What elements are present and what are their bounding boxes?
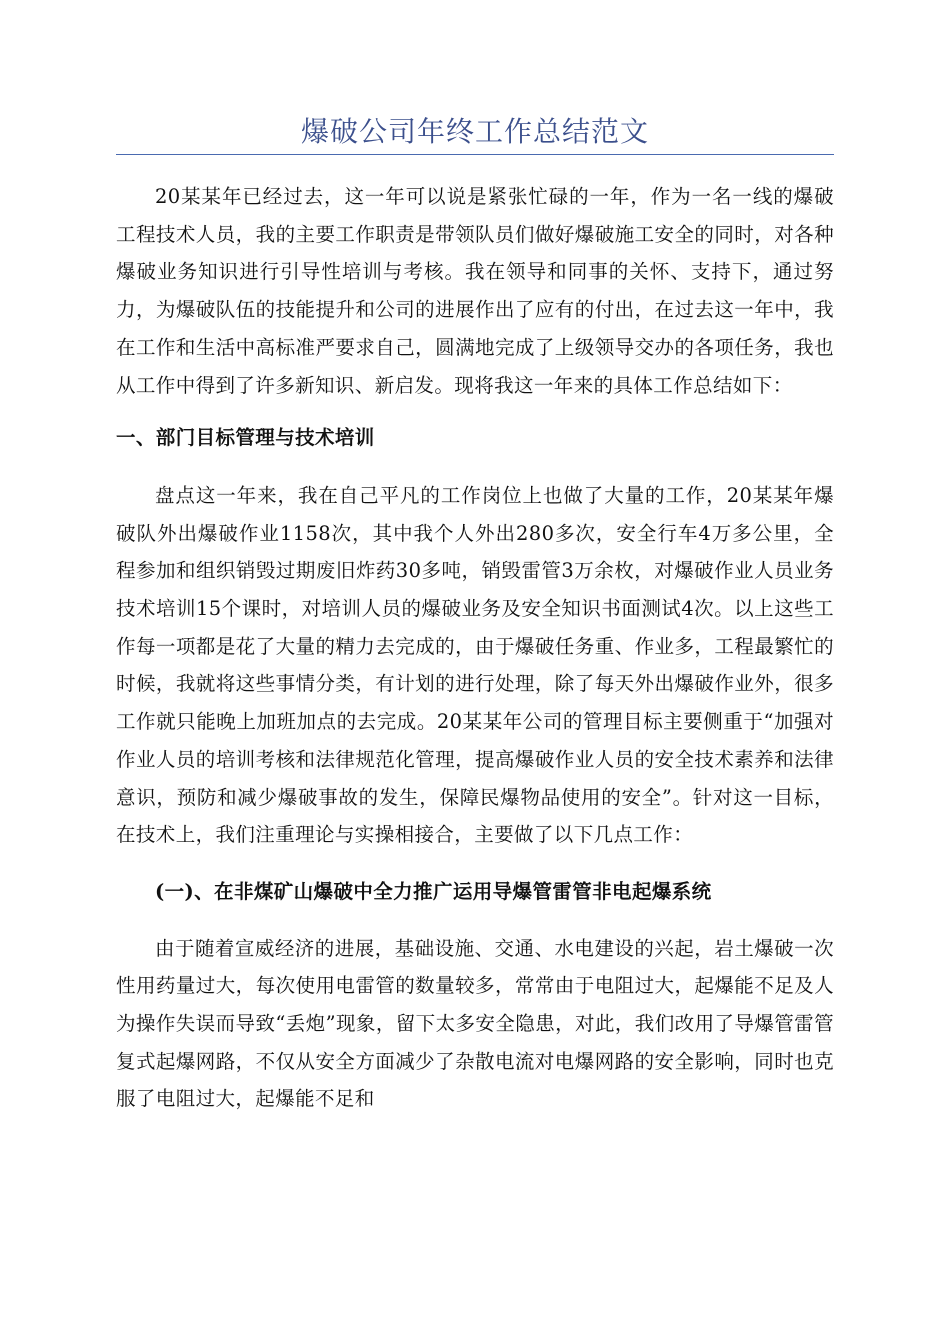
title-underline: [116, 154, 834, 155]
section-heading: 一、部门目标管理与技术培训: [116, 426, 375, 450]
section-paragraph: 盘点这一年来，我在自己平凡的工作岗位上也做了大量的工作，20某某年爆破队外出爆破作业1158次，其中我个人外出280多次，安全行车4万多公里，全程参加和组织销毁过期废旧炸药30多吨，销毁雷管3万余枚，对爆破作业人员业务技术培训15个课时，对培训人员的爆破业务及安全知识书面测试4次。以上这些工作每一项都是花了大量的精力去完成的，由于爆破任务重、作业多，工程最繁忙的时候，我就将这些事情分类，有计划的进行处理，除了每天外出爆破作业外，很多工作就只能晚上加班加点的去完成。20某某年公司的管理目标主要侧重于“加强对作业人员的培训考核和法律规范化管理，提高爆破作业人员的安全技术素养和法律意识，预防和减少爆破事故的发生，保障民爆物品使用的安全”。针对这一目标，在技术上，我们注重理论与实操相接合，主要做了以下几点工作：: [116, 483, 834, 847]
intro-paragraph: 20某某年已经过去，这一年可以说是紧张忙碌的一年，作为一名一线的爆破工程技术人员，我的主要工作职责是带领队员们做好爆破施工安全的同时，对各种爆破业务知识进行引导性培训与考核。我在领导和同事的关怀、支持下，通过努力，为爆破队伍的技能提升和公司的进展作出了应有的付出，在过去这一年中，我在工作和生活中高标准严要求自己，圆满地完成了上级领导交办的各项任务，我也从工作中得到了许多新知识、新启发。现将我这一年来的具体工作总结如下：: [116, 185, 834, 397]
subsection-paragraph: 由于随着宣威经济的进展，基础设施、交通、水电建设的兴起，岩土爆破一次性用药量过大，每次使用电雷管的数量较多，常常由于电阻过大，起爆能不足及人为操作失误而导致“丢炮”现象，留下太多安全隐患，对此，我们改用了导爆管雷管复式起爆网路，不仅从安全方面减少了杂散电流对电爆网路的安全影响，同时也克服了电阻过大，起爆能不足和: [116, 936, 834, 1111]
document-page: [116, 0, 834, 1118]
subsection-heading: (一)、在非煤矿山爆破中全力推广运用导爆管雷管非电起爆系统: [155, 879, 712, 903]
document-title: 爆破公司年终工作总结范文: [300, 115, 649, 148]
